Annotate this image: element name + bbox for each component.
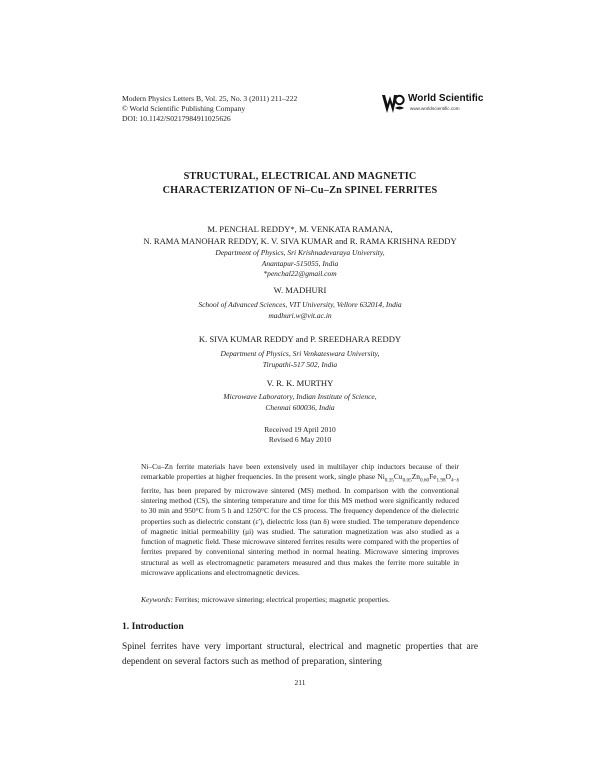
- page-number: 211: [294, 678, 306, 687]
- authors-line-2: N. RAMA MANOHAR REDDY, K. V. SIVA KUMAR and R. RAMA KRISHNA REDDY: [143, 235, 457, 246]
- paper-title: [110, 170, 490, 198]
- affiliation-1-line-2: Anantapur-515055, India: [261, 258, 339, 268]
- journal-header: [122, 94, 297, 124]
- publisher-logo: [381, 92, 484, 120]
- affiliation-4-line-2: Chennai 600036, India: [265, 402, 335, 412]
- affiliation-2: [110, 300, 490, 321]
- title-line-1: STRUCTURAL, ELECTRICAL AND MAGNETIC: [183, 171, 417, 182]
- affiliation-2-email[interactable]: madhuri.w@vit.ac.in: [268, 310, 332, 320]
- authors-line: W. MADHURI: [273, 285, 327, 295]
- author-group-2: [110, 285, 490, 297]
- received-date: Received 19 April 2010: [264, 425, 336, 434]
- abstract-text: Ni–Cu–Zn ferrite materials have been extensively used in multilayer chip inductors because of their remarkable properties at higher frequencies. In the present work, single phase $Ni_{0.35}Cu_{0.05}Zn_{0.60}Fe_{1.98}O_{4-\delta}$ ferrite, has been prepared by microwave sintered (MS) method. In comparison with the conventional sintering method (CS), the sintering temperature and time for this MS method were significantly reduced to 30 min and 950°C from 5 h and 1250°C for the CS process. The frequency dependence of the dielectric properties such as dielectric constant (ε′), dielectric loss (tan δ) were studied. The temperature dependence of magnetic initial permeability (μi) was studied. The saturation magnetization was also studied as a function of magnetic field. These microwave sintered ferrites results were compared with the properties of ferrites prepared by conventional sintering method in normal heating. Microwave sintering improves structural as well as electromagnetic parameters measured and thus makes the ferrite more suitable in microwave applications and electromagnetic devices.: [141, 462, 459, 577]
- author-group-3: [110, 334, 490, 346]
- logo-url: www.worldscientific.com: [410, 106, 460, 111]
- affiliation-3-line-1: Department of Physics, Sri Venkateswara University,: [220, 349, 380, 358]
- authors-line: K. SIVA KUMAR REDDY and P. SREEDHARA REDDY: [198, 334, 402, 344]
- affiliation-3: [110, 349, 490, 370]
- logo-name: World Scientific: [408, 93, 484, 104]
- revised-date: Revised 6 May 2010: [268, 435, 332, 444]
- keywords-text: Ferrites; microwave sintering; electrical properties; magnetic properties.: [172, 595, 390, 604]
- title-line-2: CHARACTERIZATION OF Ni–Cu–Zn SPINEL FERRITES: [162, 185, 438, 196]
- affiliation-4: [110, 392, 490, 413]
- world-scientific-logo-icon: [381, 93, 405, 115]
- abstract: [141, 462, 459, 578]
- keywords: [141, 595, 459, 605]
- affiliation-1-line-1: Department of Physics, Sri Krishnadevaraya University,: [215, 248, 385, 257]
- section-heading: 1. Introduction: [122, 621, 184, 632]
- copyright-line: © World Scientific Publishing Company: [122, 104, 246, 113]
- submission-dates: [110, 425, 490, 445]
- journal-citation: Modern Physics Letters B, Vol. 25, No. 3 (2011) 211–222: [122, 94, 298, 103]
- affiliation-1-email[interactable]: *penchal22@gmail.com: [263, 269, 337, 278]
- keywords-label: Keywords:: [141, 595, 173, 604]
- affiliation-4-line-1: Microwave Laboratory, Indian Institute of Science,: [223, 392, 377, 401]
- authors-line-1: M. PENCHAL REDDY*, M. VENKATA RAMANA,: [207, 224, 393, 234]
- author-group-1: [110, 224, 490, 247]
- author-group-4: [110, 378, 490, 390]
- section-body-text: Spinel ferrites have very important structural, electrical and magnetic properties that are dependent on several factors such as method of preparation, sintering: [122, 642, 478, 667]
- affiliation-3-line-2: Tirupathi-517 502, India: [262, 359, 338, 369]
- authors-line: V. R. K. MURTHY: [266, 378, 334, 388]
- affiliation-2-line-1: School of Advanced Sciences, VIT University, Vellore 632014, India: [198, 300, 402, 309]
- doi-link[interactable]: DOI: 10.1142/S0217984911025626: [122, 114, 231, 123]
- affiliation-1: [110, 248, 490, 280]
